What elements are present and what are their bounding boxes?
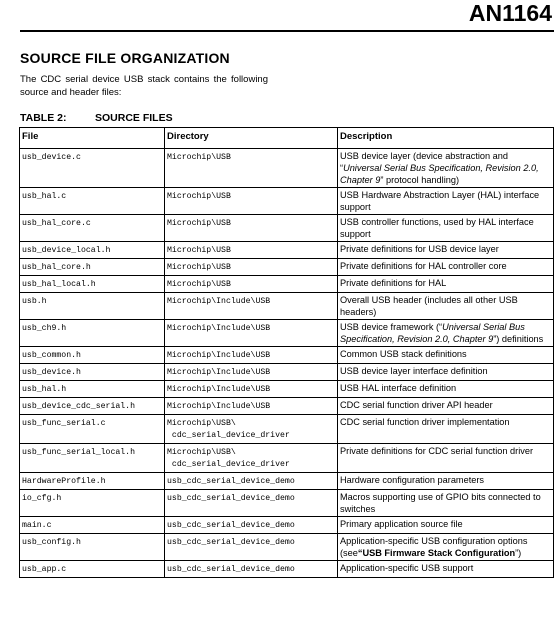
directory-cell: Microchip\Include\USB [165, 347, 338, 364]
file-cell: usb_device_local.h [20, 242, 165, 259]
description-cell: Hardware configuration parameters [338, 473, 554, 490]
table-header-row [20, 128, 554, 149]
table-row [20, 347, 554, 364]
file-cell: usb_hal_core.c [20, 215, 165, 242]
description-text-part: ” protocol handling) [380, 175, 460, 185]
column-header-directory: Directory [165, 128, 338, 149]
file-cell: usb_hal.c [20, 188, 165, 215]
description-cell: CDC serial function driver implementation [338, 415, 554, 444]
description-text-part: ”) [515, 548, 522, 558]
description-cell: Private definitions for HAL controller core [338, 259, 554, 276]
directory-cell: Microchip\Include\USB [165, 398, 338, 415]
file-cell: main.c [20, 517, 165, 534]
table-row [20, 188, 554, 215]
table-row [20, 415, 554, 444]
column-header-file: File [20, 128, 165, 149]
description-cell: Common USB stack definitions [338, 347, 554, 364]
table-caption [20, 112, 173, 124]
directory-cell: usb_cdc_serial_device_demo [165, 490, 338, 517]
file-cell: usb_device.c [20, 149, 165, 188]
table-row [20, 490, 554, 517]
header-rule [20, 30, 554, 32]
file-cell: io_cfg.h [20, 490, 165, 517]
column-header-description: Description [338, 128, 554, 149]
file-cell: usb_hal.h [20, 381, 165, 398]
description-cell: Private definitions for USB device layer [338, 242, 554, 259]
description-cell: USB controller functions, used by HAL interface support [338, 215, 554, 242]
description-cell: USB device layer interface definition [338, 364, 554, 381]
section-intro: The CDC serial device USB stack contains the following source and header files: [20, 74, 268, 98]
file-cell: usb.h [20, 293, 165, 320]
file-cell: usb_config.h [20, 534, 165, 561]
directory-cell: usb_cdc_serial_device_demo [165, 517, 338, 534]
table-row [20, 381, 554, 398]
directory-cell: Microchip\Include\USB [165, 364, 338, 381]
directory-cell: Microchip\USB [165, 188, 338, 215]
table-row [20, 242, 554, 259]
directory-cell: Microchip\USB [165, 215, 338, 242]
directory-cell: Microchip\USB\ cdc_serial_device_driver [165, 415, 338, 444]
description-cell: Overall USB header (includes all other USB headers) [338, 293, 554, 320]
description-text-part: USB device layer (device abstraction and “ [340, 151, 509, 173]
table-row [20, 364, 554, 381]
table-row [20, 444, 554, 473]
table-row [20, 293, 554, 320]
file-cell: usb_hal_core.h [20, 259, 165, 276]
description-text-part: Universal Serial Bus Specification, Revision 2.0, Chapter 9 [340, 163, 539, 185]
description-cell: Application-specific USB support [338, 561, 554, 578]
table-row [20, 398, 554, 415]
file-cell: usb_common.h [20, 347, 165, 364]
description-text-part: USB device framework (“ [340, 322, 443, 332]
description-cell [338, 320, 554, 347]
table-row [20, 473, 554, 490]
directory-cell: usb_cdc_serial_device_demo [165, 473, 338, 490]
description-cell: USB HAL interface definition [338, 381, 554, 398]
description-cell: USB Hardware Abstraction Layer (HAL) interface support [338, 188, 554, 215]
description-cell: Private definitions for HAL [338, 276, 554, 293]
table-row [20, 276, 554, 293]
file-cell: usb_func_serial.c [20, 415, 165, 444]
description-cell: Primary application source file [338, 517, 554, 534]
description-text-part: ”) definitions [493, 334, 544, 344]
description-text-part: Application-specific USB configuration options (see [340, 536, 528, 558]
table-row [20, 320, 554, 347]
source-files-table [19, 127, 554, 578]
directory-cell: Microchip\Include\USB [165, 320, 338, 347]
table-row [20, 259, 554, 276]
directory-cell: usb_cdc_serial_device_demo [165, 561, 338, 578]
description-cell: CDC serial function driver API header [338, 398, 554, 415]
file-cell: usb_func_serial_local.h [20, 444, 165, 473]
file-cell: usb_ch9.h [20, 320, 165, 347]
directory-cell: Microchip\Include\USB [165, 381, 338, 398]
description-cell: Private definitions for CDC serial function driver [338, 444, 554, 473]
document-id: AN1164 [468, 0, 552, 26]
description-text-part: Universal Serial Bus Specification, Revision 2.0, Chapter 9 [340, 322, 525, 344]
section-title: SOURCE FILE ORGANIZATION [20, 50, 230, 66]
description-cell: Macros supporting use of GPIO bits connected to switches [338, 490, 554, 517]
directory-cell: Microchip\USB [165, 149, 338, 188]
directory-cell: usb_cdc_serial_device_demo [165, 534, 338, 561]
directory-cell: Microchip\Include\USB [165, 293, 338, 320]
table-row [20, 149, 554, 188]
directory-cell: Microchip\USB [165, 276, 338, 293]
file-cell: usb_app.c [20, 561, 165, 578]
description-cell [338, 534, 554, 561]
description-text-part: “USB Firmware Stack Configuration [357, 548, 516, 558]
table-caption-number: TABLE 2: [20, 112, 67, 124]
file-cell: HardwareProfile.h [20, 473, 165, 490]
table-row [20, 561, 554, 578]
table-caption-title: SOURCE FILES [95, 112, 173, 124]
directory-cell: Microchip\USB\ cdc_serial_device_driver [165, 444, 338, 473]
file-cell: usb_device_cdc_serial.h [20, 398, 165, 415]
table-row [20, 534, 554, 561]
description-cell [338, 149, 554, 188]
table-row [20, 517, 554, 534]
table-row [20, 215, 554, 242]
file-cell: usb_hal_local.h [20, 276, 165, 293]
directory-cell: Microchip\USB [165, 242, 338, 259]
file-cell: usb_device.h [20, 364, 165, 381]
directory-cell: Microchip\USB [165, 259, 338, 276]
